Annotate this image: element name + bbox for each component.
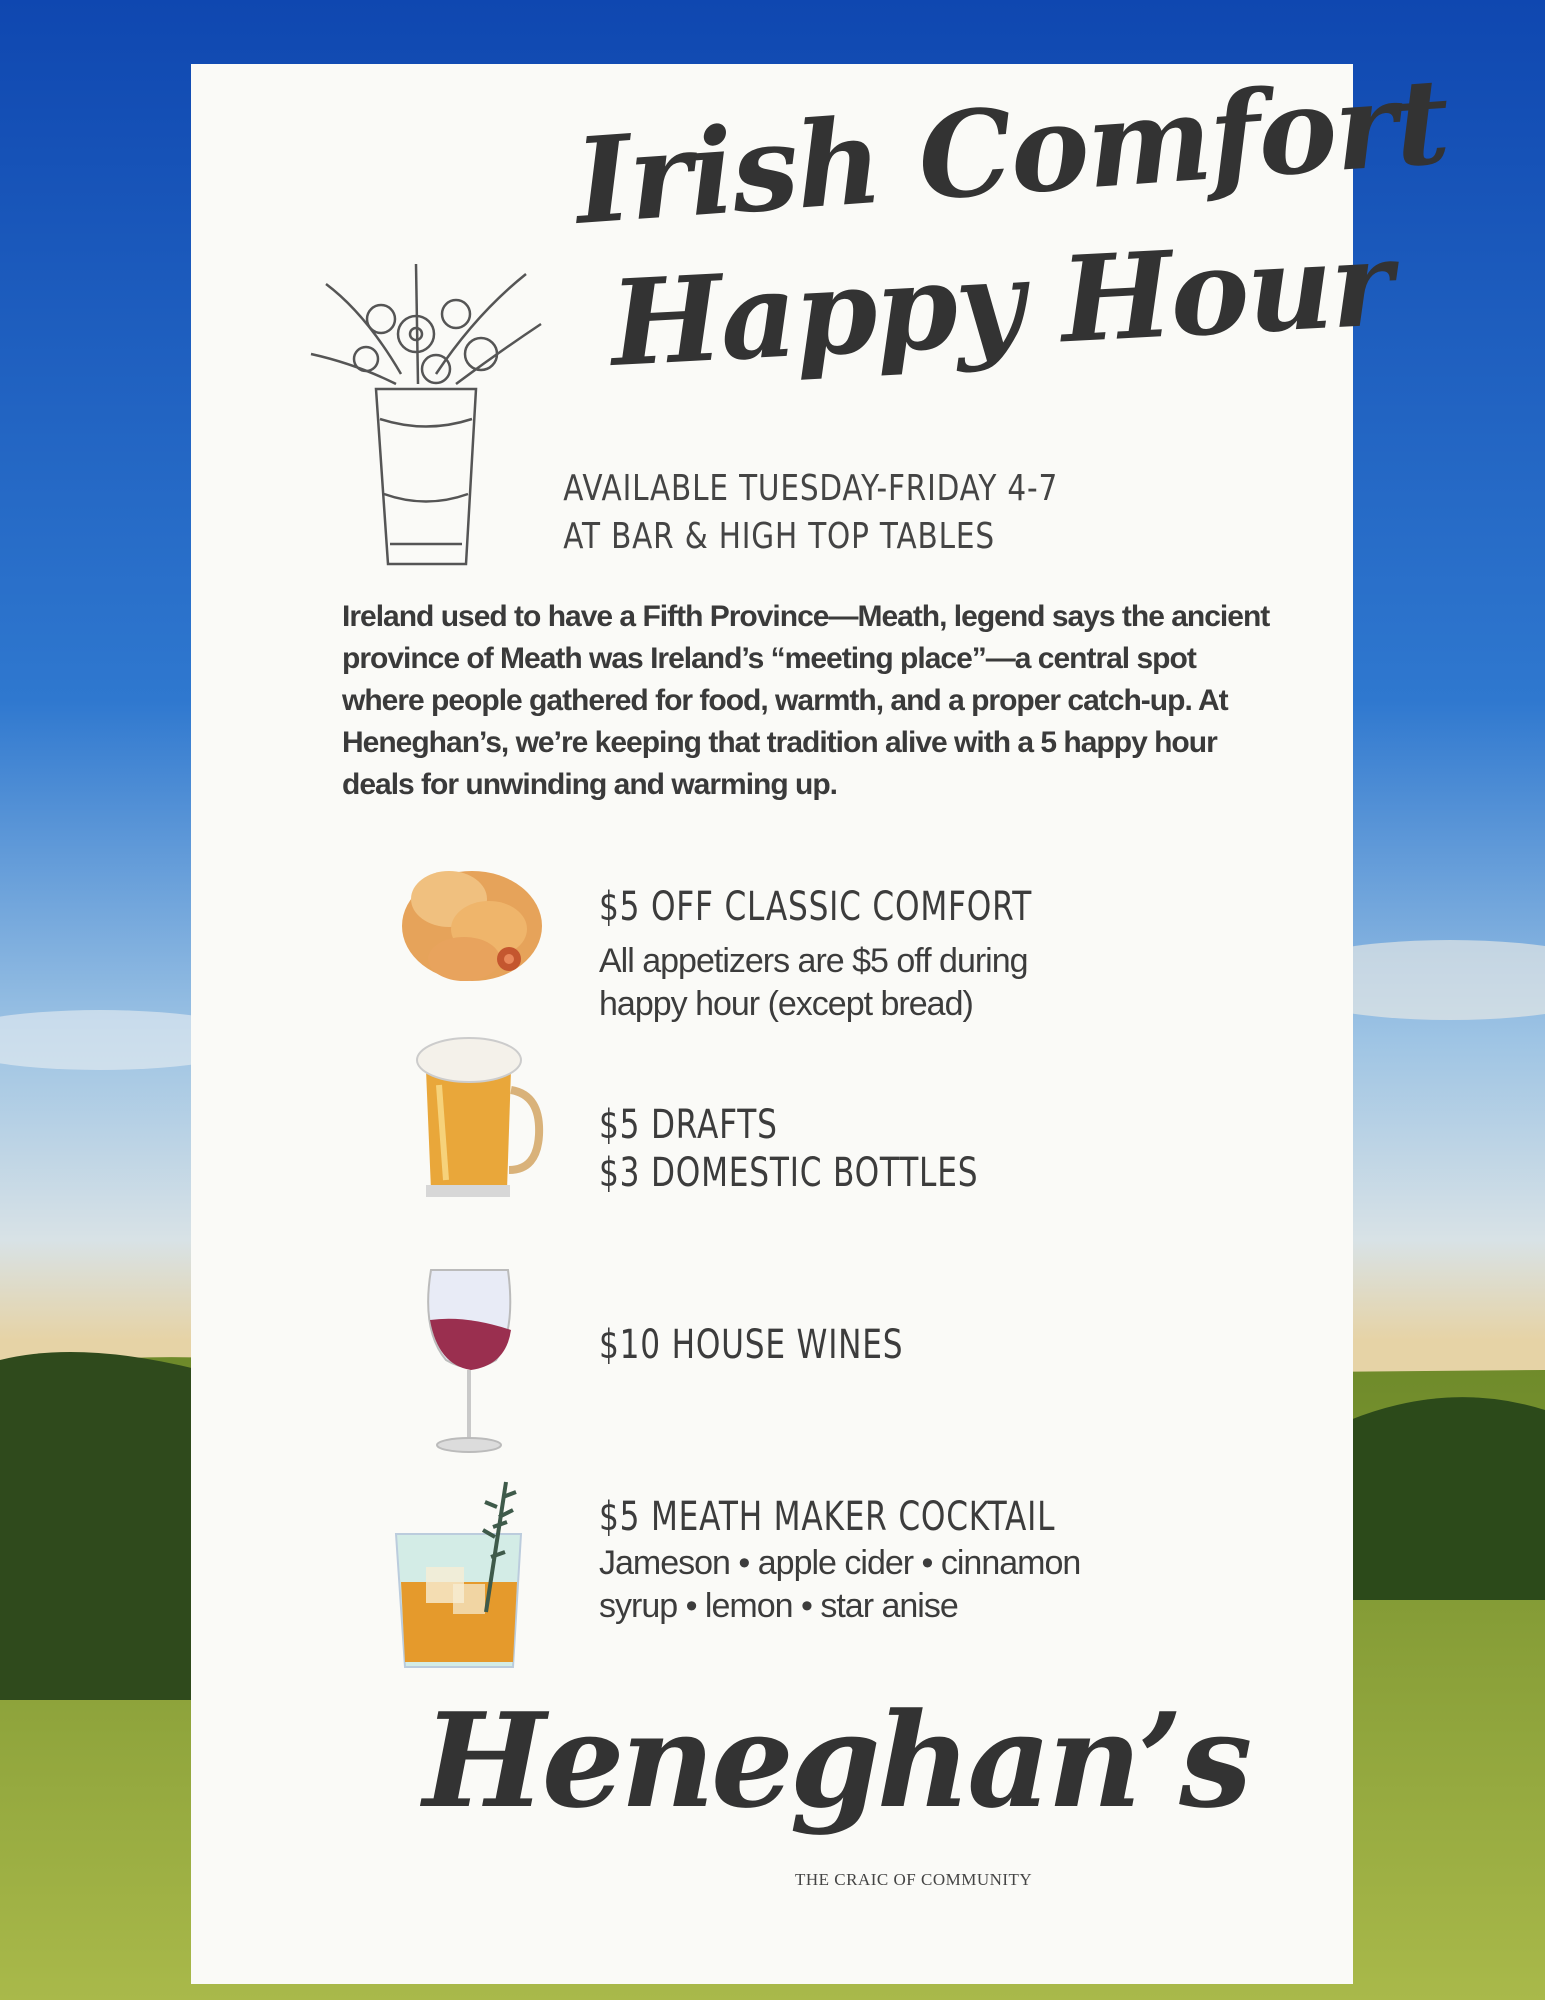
title-line-2: Happy Hour (607, 213, 1395, 393)
deal-desc-comfort-line1: All appetizers are $5 off during (599, 942, 1028, 980)
pastry-icon (394, 854, 549, 994)
flower-pint-icon (306, 244, 546, 614)
beer-mug-icon (411, 1030, 546, 1200)
deal-heading-comfort: $5 OFF CLASSIC COMFORT (599, 884, 1033, 930)
deal-heading-cocktail: $5 MEATH MAKER COCKTAIL (599, 1494, 1056, 1540)
menu-card (191, 51, 1452, 1984)
deal-heading-wines: $10 HOUSE WINES (599, 1322, 904, 1368)
availability-days: AVAILABLE TUESDAY-FRIDAY 4-7 (563, 468, 1059, 509)
availability-location: AT BAR & HIGH TOP TABLES (563, 516, 995, 557)
title-line-1: Irish Comfort (571, 51, 1452, 251)
wine-glass-icon (416, 1260, 526, 1460)
deal-desc-cocktail-line2: syrup • lemon • star anise (599, 1587, 958, 1625)
deal-heading-bottles: $3 DOMESTIC BOTTLES (599, 1150, 979, 1196)
deal-desc-cocktail-line1: Jameson • apple cider • cinnamon (599, 1544, 1081, 1582)
deal-heading-drafts: $5 DRAFTS (599, 1102, 778, 1148)
brand-tagline: THE CRAIC OF COMMUNITY (795, 1870, 1033, 1889)
intro-paragraph: Ireland used to have a Fifth Province—Meath, legend says the ancient province of Meath was Ireland’s “meeting place”—a central spot where people gathered for food, warmth, and a proper catch-up. At Heneghan’s, we’re keeping that tradition alive with a 5 happy hour deals for unwinding and warming up. (342, 600, 1270, 801)
deal-desc-comfort-line2: happy hour (except bread) (599, 985, 973, 1023)
cocktail-glass-icon (391, 1472, 546, 1677)
brand-logo: Heneghan’s (423, 1684, 1249, 1837)
